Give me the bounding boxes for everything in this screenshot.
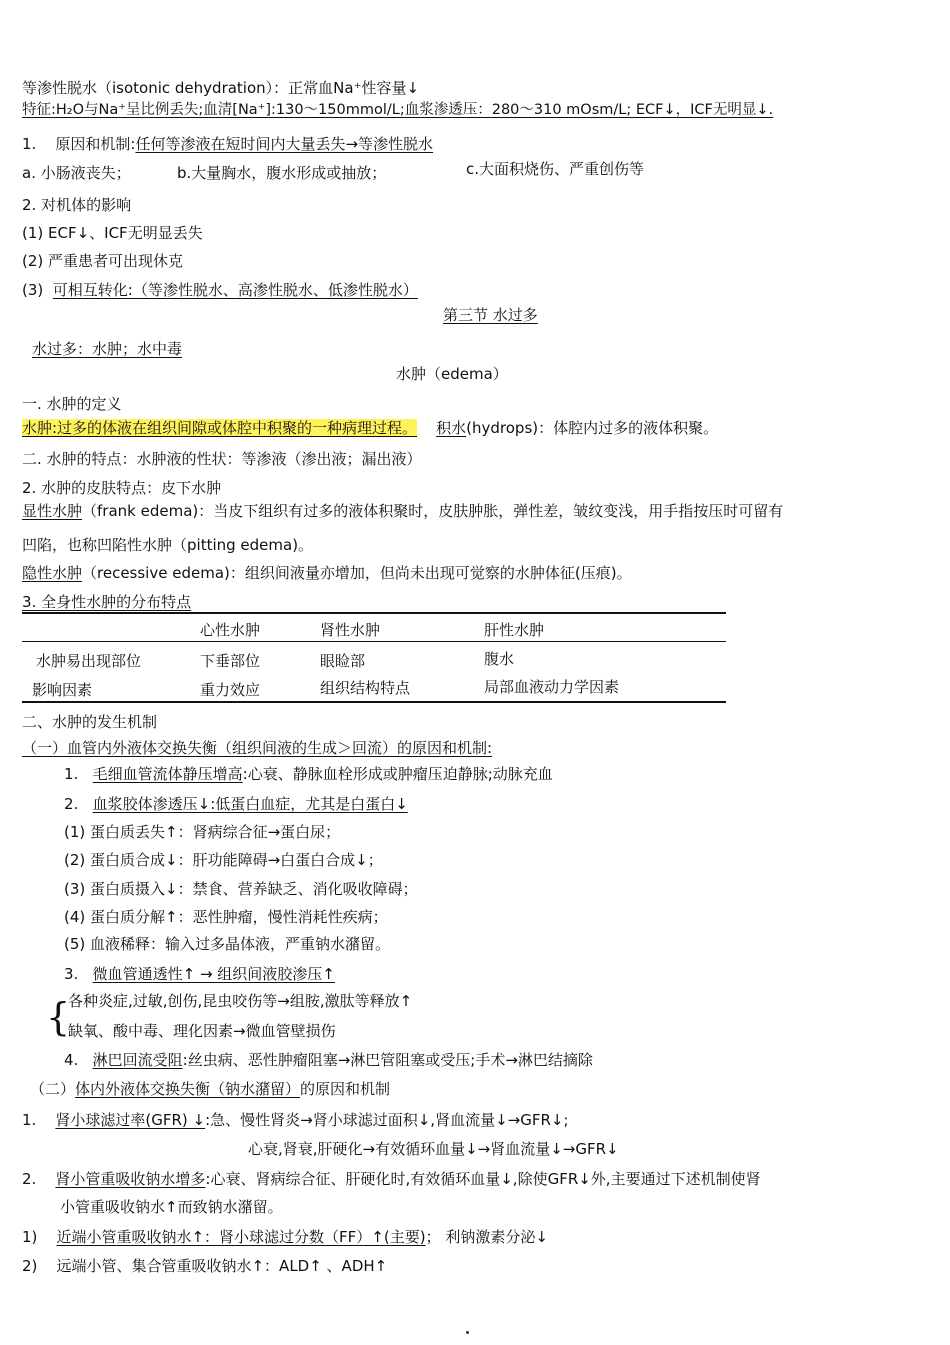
brace-item-1: 各种炎症,过敏,创伤,昆虫咬伤等→组胺,激肽等释放↑ (68, 992, 413, 1010)
n2-text: :心衰、肾病综合征、肝硬化时,有效循环血量↓,除使GFR↓外,主要通过下述机制使肾 (205, 1170, 761, 1188)
n1-text-2: 心衰,肾衰,肝硬化→有效循环血量↓→肾血流量↓→GFR↓ (248, 1140, 619, 1158)
cause-num: 1. (22, 135, 37, 153)
s1-label: 近端小管重吸收钠水↑：肾小球滤过分数（FF）↑(主要) (56, 1228, 426, 1246)
s2-line (22, 1256, 387, 1276)
protein-breakdown: (4) 蛋白质分解↑：恶性肿瘤，慢性消耗性疾病； (64, 908, 388, 926)
definition-title: 一. 水肿的定义 (22, 395, 122, 413)
n1-text: :急、慢性肾炎→肾小球滤过面积↓,肾血流量↓→GFR↓; (205, 1111, 569, 1129)
s1-line (22, 1227, 548, 1247)
hydrops-text: (hydrops)：体腔内过多的液体积聚。 (466, 419, 719, 437)
table-row-1-label: 水肿易出现部位 (36, 652, 142, 670)
mechanism-2-title: 体内外液体交换失衡（钠水潴留） (75, 1080, 301, 1098)
m1-text: :心衰、静脉血栓形成或肿瘤压迫静脉;动脉充血 (242, 765, 553, 783)
m2-num: 2. (64, 795, 79, 813)
effect-3-text: 可相互转化:（等渗性脱水、高渗性脱水、低渗性脱水） (52, 281, 418, 299)
table-row-2-label: 影响因素 (32, 681, 93, 699)
m1-num: 1. (64, 765, 79, 783)
effect-title: 2. 对机体的影响 (22, 196, 132, 214)
isotonic-dehydration-title: 等渗性脱水（isotonic dehydration）：正常血Na⁺性容量↓ (22, 79, 420, 97)
n1-num: 1. (22, 1111, 37, 1129)
cause-line (22, 134, 433, 154)
water-excess: 水过多：水肿；水中毒 (32, 340, 183, 358)
mechanism-title: 二、水肿的发生机制 (22, 713, 158, 731)
brace-item-2: 缺氧、酸中毒、理化因素→微血管壁损伤 (68, 1022, 336, 1040)
m3-line (64, 964, 335, 984)
frank-edema-text-2: 凹陷，也称凹陷性水肿（pitting edema)。 (22, 536, 314, 554)
table-row-1-cardiac: 下垂部位 (200, 652, 261, 670)
s1-text: ； 利钠激素分泌↓ (425, 1228, 548, 1246)
n2-num: 2. (22, 1170, 37, 1188)
s2-num: 2) (22, 1257, 38, 1275)
recessive-edema-label: 隐性水肿 (22, 564, 83, 582)
mechanism-1-title: （一）血管内外液体交换失衡（组织间液的生成＞回流）的原因和机制: (22, 739, 493, 757)
n1-line (22, 1110, 569, 1130)
edema-definition: 水肿:过多的体液在组织间隙或体腔中积聚的一种病理过程。 (22, 419, 418, 437)
s2-text: 远端小管、集合管重吸收钠水↑：ALD↑ 、ADH↑ (56, 1257, 388, 1275)
edema-title: 水肿（edema） (396, 365, 508, 383)
effect-3-num: (3) (22, 281, 44, 299)
table-mid-rule (22, 641, 726, 642)
m3-num: 3. (64, 965, 79, 983)
mechanism-2-prefix: （二） (30, 1080, 76, 1098)
protein-loss: (1) 蛋白质丢失↑：肾病综合征→蛋白尿； (64, 823, 341, 841)
brace-glyph: { (46, 995, 71, 1039)
n2-text-2: 小管重吸收钠水↑而致钠水潴留。 (60, 1198, 283, 1216)
isotonic-feature: 特征:H₂O与Na⁺呈比例丢失;血清[Na⁺]:130～150mmol/L;血浆渗透压：280～310 mOsm/L; ECF↓，ICF无明显↓. (22, 102, 774, 118)
n2-line (22, 1169, 761, 1189)
mechanism-2-line (30, 1079, 390, 1099)
table-row-2-cardiac: 重力效应 (200, 681, 261, 699)
definition-line (22, 418, 718, 438)
m2-line (64, 794, 408, 814)
table-row-1-hepatic: 腹水 (484, 650, 515, 668)
cause-text: 任何等渗液在短时间内大量丢失→等渗性脱水 (135, 135, 434, 153)
distribution-title: 3. 全身性水肿的分布特点 (22, 593, 192, 611)
protein-synthesis: (2) 蛋白质合成↓：肝功能障碍→白蛋白合成↓； (64, 851, 383, 869)
table-bottom-rule (22, 701, 726, 703)
frank-edema-line (22, 501, 783, 521)
cause-label: 原因和机制: (55, 135, 136, 153)
m1-label: 毛细血管流体静压增高 (92, 765, 243, 783)
frank-edema-text: （frank edema)：当皮下组织有过多的液体积聚时，皮肤肿胀，弹性差，皱纹变浅，用手指按压时可留有 (82, 502, 784, 520)
skin-features-title: 2. 水肿的皮肤特点：皮下水肿 (22, 479, 222, 497)
table-header-hepatic: 肝性水肿 (484, 621, 545, 639)
table-header-cardiac: 心性水肿 (200, 621, 261, 639)
m4-label: 淋巴回流受阻 (92, 1051, 183, 1069)
m4-text: :丝虫病、恶性肿瘤阻塞→淋巴管阻塞或受压;手术→淋巴结摘除 (182, 1051, 593, 1069)
hydrops-label: 积水 (436, 419, 467, 437)
n2-label: 肾小管重吸收钠水增多 (55, 1170, 206, 1188)
recessive-edema-line (22, 563, 632, 583)
frank-edema-label: 显性水肿 (22, 502, 83, 520)
effect-1: (1) ECF↓、ICF无明显丢失 (22, 224, 203, 242)
s1-num: 1) (22, 1228, 38, 1246)
m4-num: 4. (64, 1051, 79, 1069)
table-row-2-hepatic: 局部血液动力学因素 (484, 678, 620, 696)
effect-2: (2) 严重患者可出现休克 (22, 252, 184, 270)
section-title: 第三节 水过多 (443, 306, 538, 324)
table-row-2-renal: 组织结构特点 (320, 679, 411, 697)
mechanism-2-suffix: 的原因和机制 (300, 1080, 391, 1098)
cause-b: b.大量胸水，腹水形成或抽放； (177, 164, 387, 182)
protein-intake: (3) 蛋白质摄入↓：禁食、营养缺乏、消化吸收障碍； (64, 880, 418, 898)
table-header-renal: 肾性水肿 (320, 621, 381, 639)
table-row-1-renal: 眼睑部 (320, 652, 366, 670)
n1-label: 肾小球滤过率(GFR) ↓ (55, 1111, 206, 1129)
m3-label: 微血管通透性↑ → 组织间液胶渗压↑ (92, 965, 335, 983)
effect-3 (22, 280, 418, 300)
edema-features: 二. 水肿的特点：水肿液的性状：等渗液（渗出液；漏出液） (22, 450, 422, 468)
table-top-rule (22, 612, 726, 614)
m2-label: 血浆胶体渗透压↓:低蛋白血症，尤其是白蛋白↓ (92, 795, 408, 813)
page-dot (466, 1331, 469, 1334)
blood-dilution: (5) 血液稀释：输入过多晶体液，严重钠水潴留。 (64, 935, 391, 953)
recessive-edema-text: （recessive edema)：组织间液量亦增加，但尚未出现可觉察的水肿体征(压痕)。 (82, 564, 632, 582)
m1-line (64, 764, 553, 784)
cause-c: c.大面积烧伤、严重创伤等 (466, 160, 645, 178)
m4-line (64, 1050, 593, 1070)
cause-a: a. 小肠液丧失； (22, 164, 131, 182)
